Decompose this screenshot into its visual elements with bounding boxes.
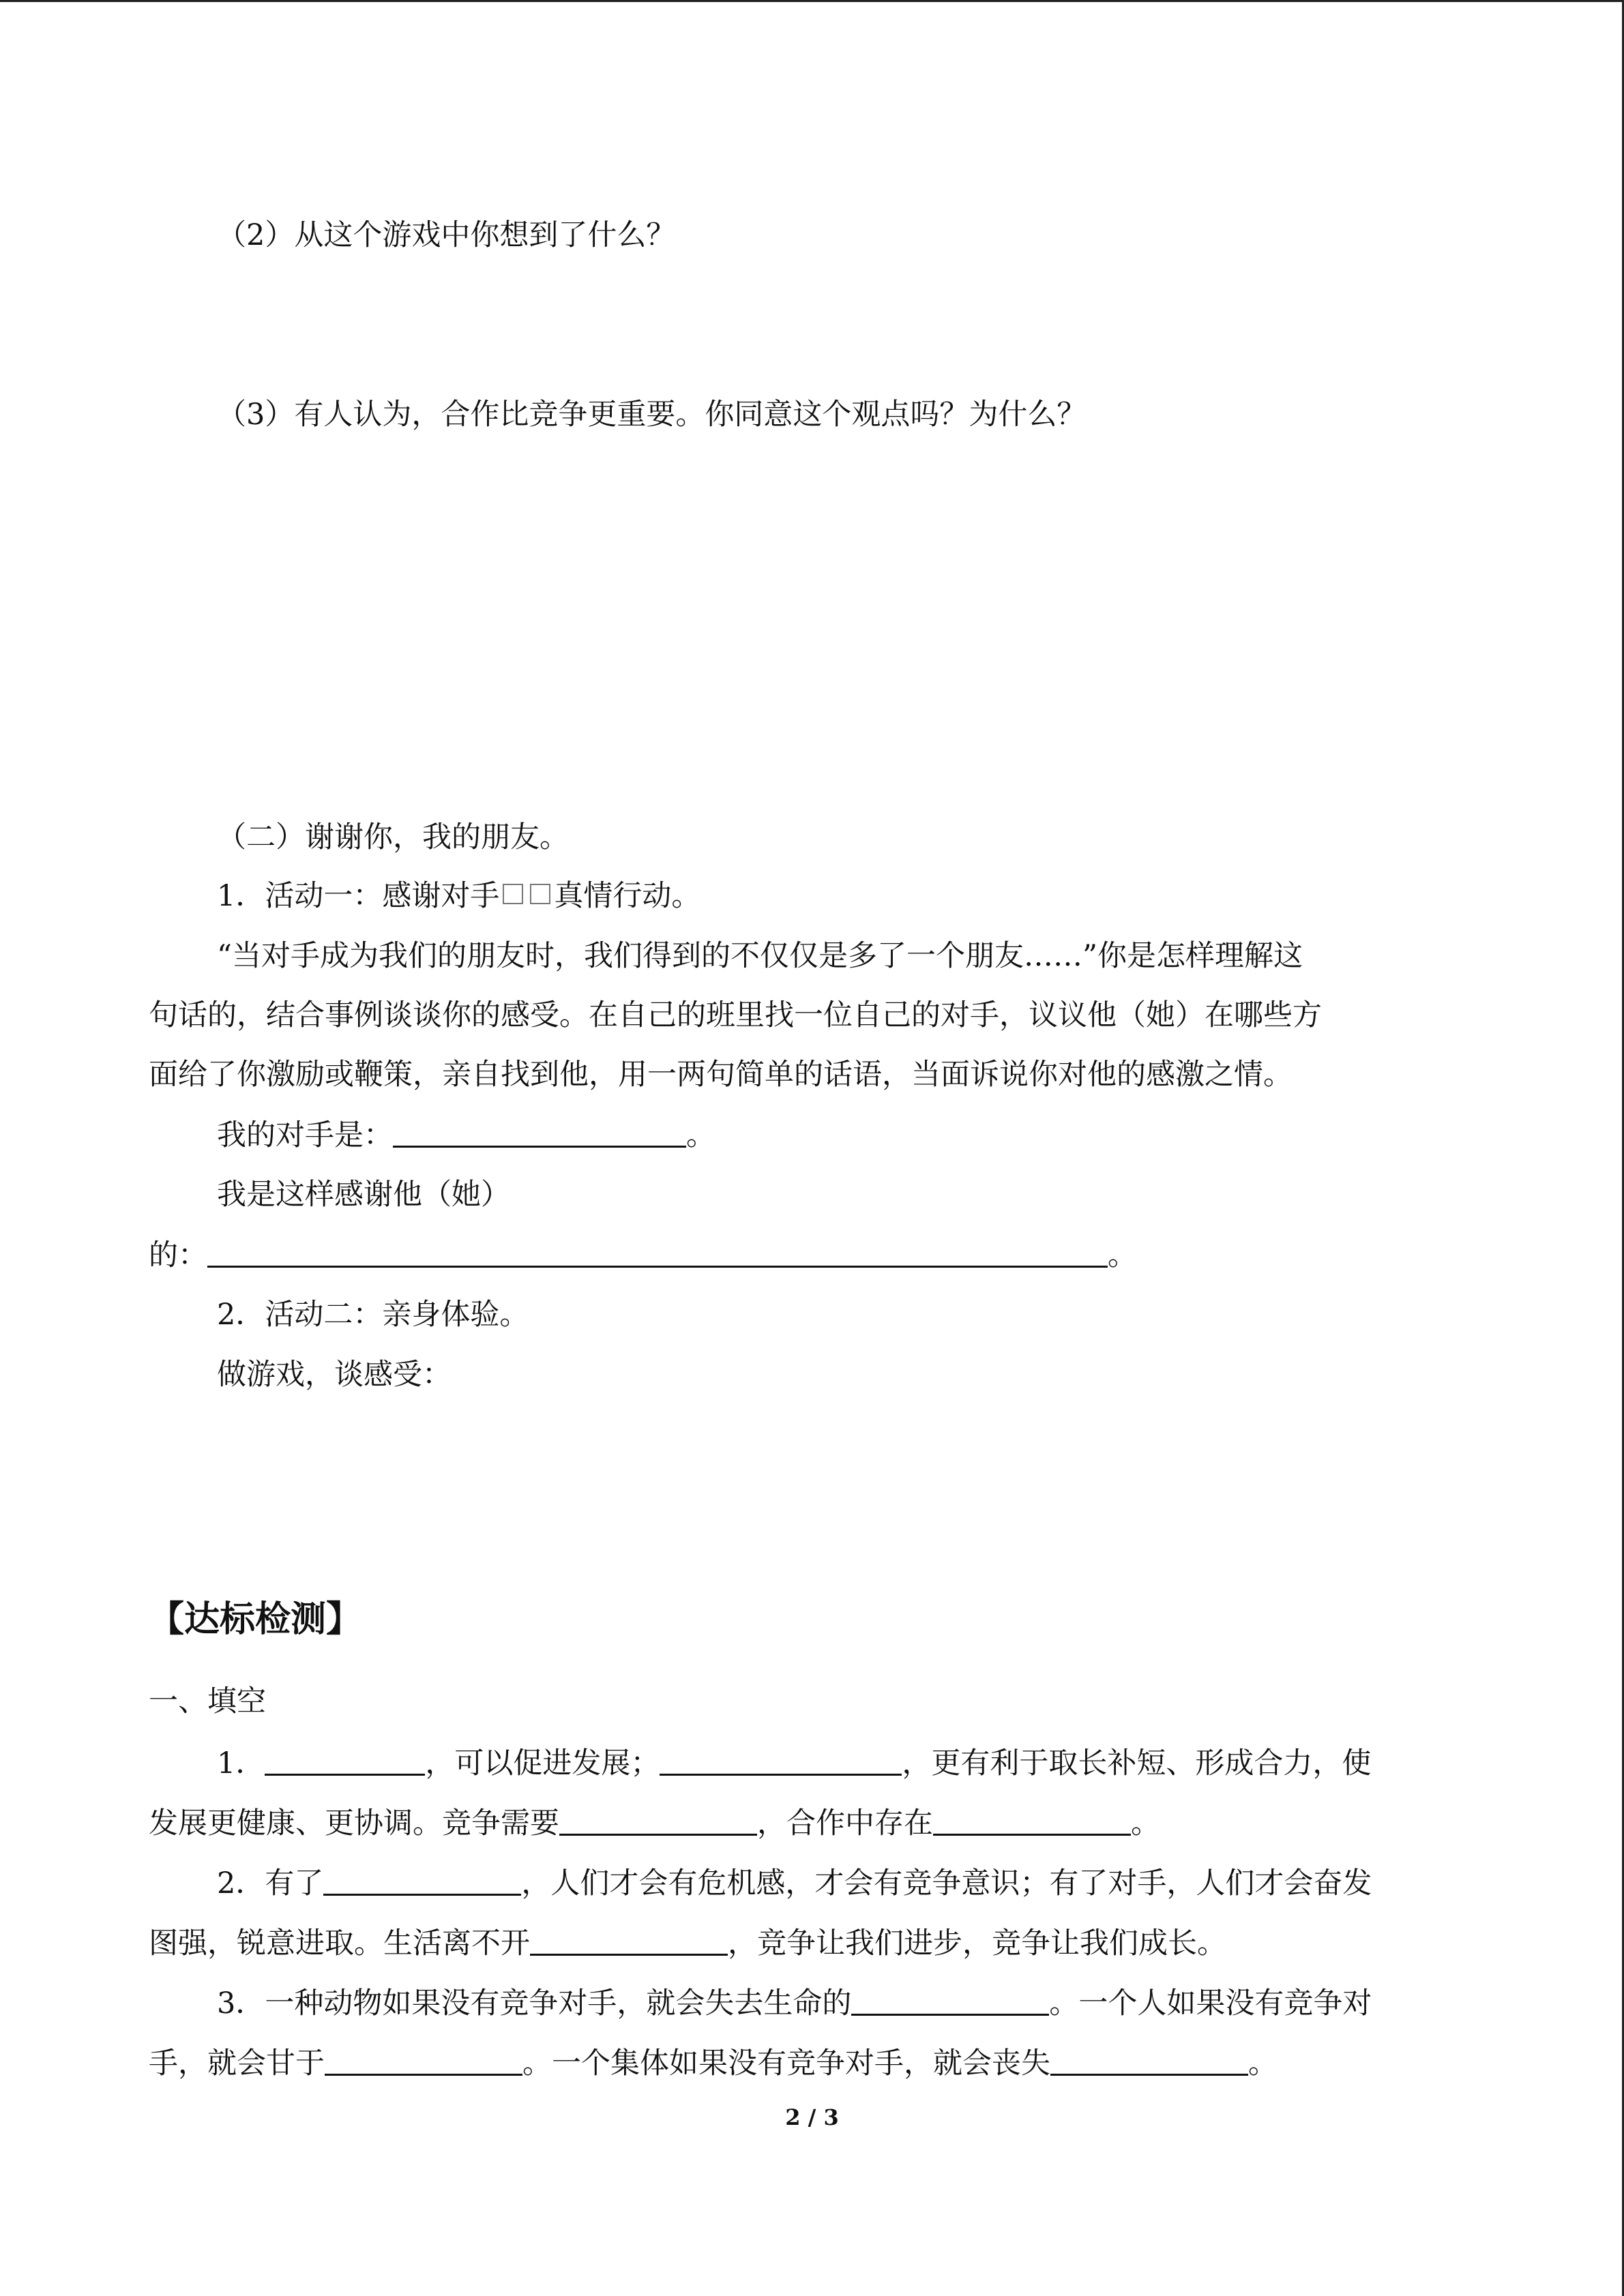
activity-1-text-end: 真情行动。: [554, 879, 701, 913]
fill-blank[interactable]: [660, 1742, 902, 1776]
opponent-label: 我的对手是：: [217, 1118, 393, 1152]
item-text: 。一个集体如果没有竞争对手，就会丧失: [522, 2046, 1050, 2081]
activity-1: [0, 876, 1624, 916]
thanks-answer-line: [0, 1234, 1624, 1276]
question-2: （2）从这个游戏中你想到了什么？: [217, 218, 676, 252]
activity-1-text: 1．活动一：感谢对手: [217, 879, 500, 913]
fill-title: 一、填空: [149, 1684, 266, 1718]
opponent-line: [0, 1114, 1624, 1156]
fill-item-1-line-1: [0, 1742, 1624, 1784]
item-text: 。一个人如果没有竞争对: [1049, 1986, 1372, 2021]
game-prompt: 做游戏，谈感受：: [217, 1358, 452, 1392]
section-title: 【达标检测】: [149, 1599, 362, 1640]
thanks-label: 的：: [149, 1238, 207, 1272]
fill-item-3-line-1: [0, 1982, 1624, 2024]
item-text: ，竞争让我们进步，竞争让我们成长。: [728, 1926, 1226, 1960]
period: 。: [1131, 1806, 1160, 1840]
item-number: 1．: [217, 1746, 265, 1780]
placeholder-box-icon: [503, 884, 523, 904]
item-text: ，可以促进发展；: [425, 1746, 660, 1780]
item-text: ，合作中存在: [757, 1806, 933, 1840]
fill-blank[interactable]: [323, 1862, 521, 1896]
period: 。: [1108, 1238, 1137, 1272]
fill-item-2-line-2: [0, 1922, 1624, 1964]
fill-item-2-line-1: [0, 1862, 1624, 1904]
period: 。: [1248, 2046, 1278, 2081]
fill-blank[interactable]: [851, 1982, 1049, 2016]
fill-blank[interactable]: [265, 1742, 425, 1776]
fill-blank[interactable]: [1050, 2042, 1248, 2076]
opponent-answer-blank[interactable]: [393, 1114, 686, 1148]
fill-item-3-line-2: [0, 2042, 1624, 2084]
paragraph-line: 面给了你激励或鞭策，亲自找到他，用一两句简单的话语，当面诉说你对他的感激之情。: [149, 1058, 1293, 1092]
page-number: 2 / 3: [785, 2104, 839, 2130]
item-text: 3．一种动物如果没有竞争对手，就会失去生命的: [217, 1986, 852, 2021]
item-text: 2．有了: [217, 1866, 324, 1900]
fill-blank[interactable]: [933, 1802, 1131, 1836]
fill-blank[interactable]: [325, 2042, 522, 2076]
item-text: ，更有利于取长补短、形成合力，使: [902, 1746, 1372, 1780]
thanks-line: 我是这样感谢他（她）: [217, 1178, 510, 1212]
part2-heading: （二）谢谢你，我的朋友。: [217, 820, 569, 854]
item-text: 图强，锐意进取。生活离不开: [149, 1926, 530, 1960]
question-3: （3）有人认为，合作比竞争更重要。你同意这个观点吗？为什么？: [217, 398, 1087, 432]
fill-blank[interactable]: [559, 1802, 757, 1836]
item-text: 手，就会甘于: [149, 2046, 325, 2081]
fill-blank[interactable]: [530, 1922, 728, 1956]
item-text: 发展更健康、更协调。竞争需要: [149, 1806, 559, 1840]
item-text: ，人们才会有危机感，才会有竞争意识；有了对手，人们才会奋发: [521, 1866, 1372, 1900]
placeholder-box-icon: [530, 884, 550, 904]
paragraph-line: 句话的，结合事例谈谈你的感受。在自己的班里找一位自己的对手，议议他（她）在哪些方: [149, 998, 1322, 1032]
fill-item-1-line-2: [0, 1802, 1624, 1844]
paragraph-line: “当对手成为我们的朋友时，我们得到的不仅仅是多了一个朋友……”你是怎样理解这: [217, 939, 1303, 973]
period: 。: [686, 1118, 715, 1152]
thanks-answer-blank[interactable]: [207, 1234, 1108, 1268]
activity-2: 2．活动二：亲身体验。: [217, 1298, 529, 1332]
